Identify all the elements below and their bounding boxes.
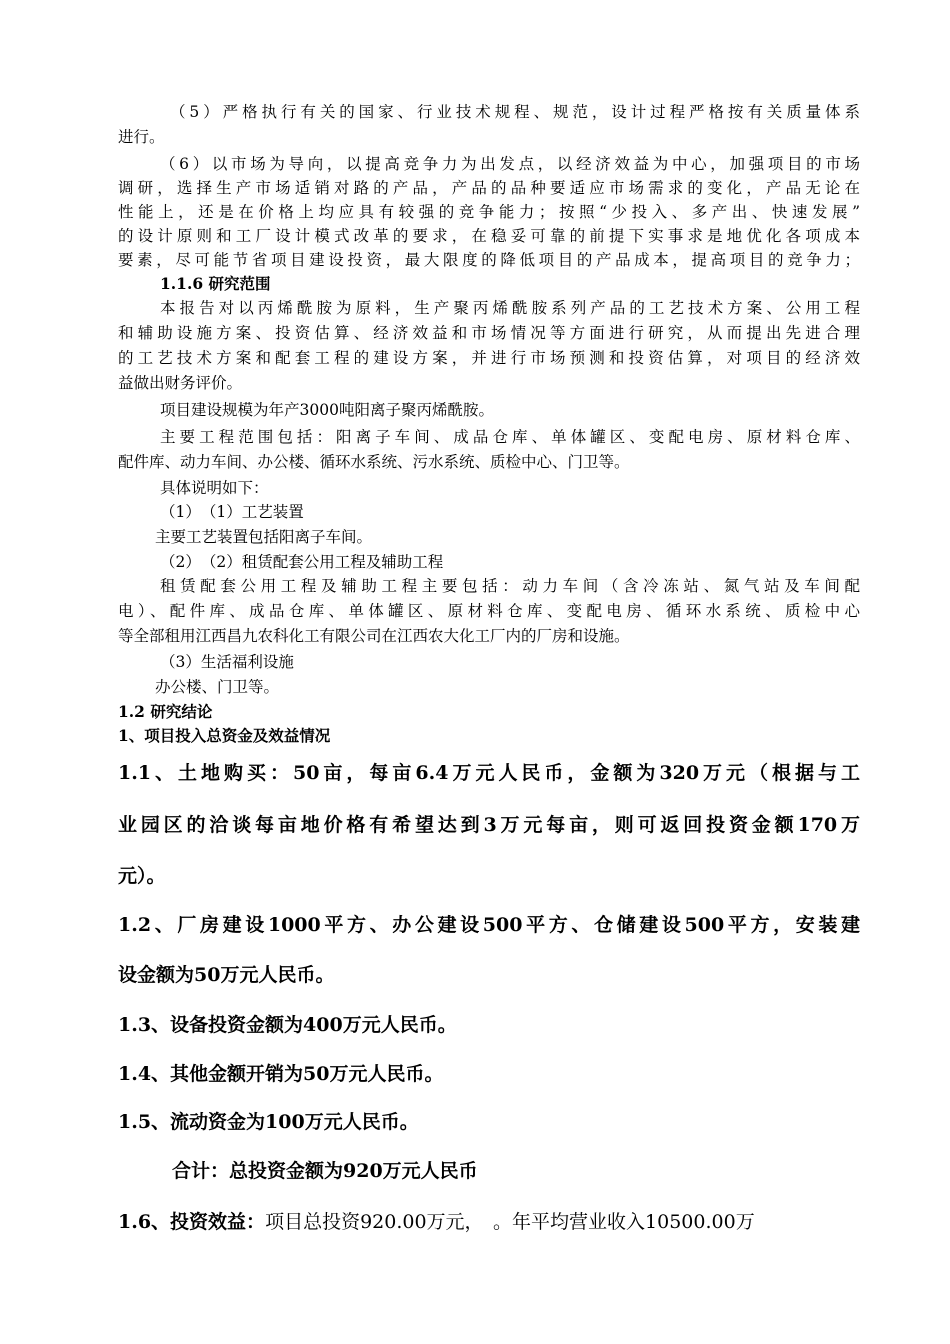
item-1-5: 1.5、流动资金为100万元人民币。 [118, 1111, 419, 1133]
section-2-line-3: 等全部租用江西昌九农科化工有限公司在江西农大化工厂内的厂房和设施。 [118, 627, 630, 645]
para-6-line-4: 的设计原则和工厂设计模式改革的要求，在稳妥可靠的前提下实事求是地优化各项成本 [118, 227, 860, 245]
item-1-6-text: 项目总投资920.00万元， 。年平均营业收入10500.00万 [265, 1211, 755, 1233]
para-scope-line-3: 的工艺技术方案和配套工程的建设方案，并进行市场预测和投资估算，对项目的经济效 [118, 349, 860, 367]
item-1-6-label: 1.6、投资效益： [118, 1211, 266, 1233]
heading-1-2: 1.2 研究结论 [118, 702, 213, 721]
para-capacity: 项目建设规模为年产3000吨阳离子聚丙烯酰胺。 [160, 401, 494, 419]
para-details-intro: 具体说明如下： [160, 479, 269, 497]
item-1-2-line-2: 设金额为50万元人民币。 [118, 964, 335, 986]
section-2-title: （2） （2）租赁配套公用工程及辅助工程 [160, 553, 444, 571]
para-scope-line-4: 益做出财务评价。 [118, 374, 243, 392]
total-investment: 合计：总投资金额为920万元人民币 [172, 1160, 478, 1182]
section-3-title: （3）生活福利设施 [160, 653, 294, 671]
para-6-line-3: 性能上，还是在价格上均应具有较强的竞争能力；按照“少投入、多产出、快速发展” [118, 203, 860, 221]
para-range-line-2: 配件库、动力车间、办公楼、循环水系统、污水系统、质检中心、门卫等。 [118, 453, 630, 471]
item-1-3: 1.3、设备投资金额为400万元人民币。 [118, 1014, 457, 1036]
heading-1-1-6: 1.1.6 研究范围 [160, 274, 271, 293]
para-scope-line-1: 本报告对以丙烯酰胺为原料，生产聚丙烯酰胺系列产品的工艺技术方案、公用工程 [160, 299, 860, 317]
item-1-6 [118, 1207, 860, 1237]
item-1-1-line-2: 业园区的洽谈每亩地价格有希望达到3万元每亩，则可返回投资金额170万 [118, 814, 860, 836]
heading-investment: 1、项目投入总资金及效益情况 [118, 726, 331, 745]
para-6-line-1: （6）以市场为导向，以提高竞争力为出发点，以经济效益为中心，加强项目的市场 [160, 155, 860, 173]
para-6-line-2: 调研，选择生产市场适销对路的产品，产品的品种要适应市场需求的变化，产品无论在 [118, 179, 860, 197]
item-1-4: 1.4、其他金额开销为50万元人民币。 [118, 1063, 444, 1085]
item-1-2-line-1: 1.2、厂房建设1000平方、办公建设500平方、仓储建设500平方，安装建 [118, 914, 860, 936]
para-range-line-1: 主要工程范围包括：阳离子车间、成品仓库、单体罐区、变配电房、原材料仓库、 [160, 428, 860, 446]
para-6-line-5: 要素，尽可能节省项目建设投资，最大限度的降低项目的产品成本，提高项目的竞争力； [118, 251, 860, 269]
section-1-body: 主要工艺装置包括阳离子车间。 [155, 528, 373, 546]
para-5-line-2: 进行。 [118, 128, 165, 146]
section-2-line-1: 租赁配套公用工程及辅助工程主要包括：动力车间（含冷冻站、氮气站及车间配 [160, 577, 860, 595]
item-1-1-line-3: 元）。 [118, 865, 166, 887]
section-1-title: （1） （1）工艺装置 [160, 503, 304, 521]
item-1-1-line-1: 1.1、土地购买：50亩，每亩6.4万元人民币，金额为320万元（根据与工 [118, 762, 860, 784]
para-5-line-1: （5）严格执行有关的国家、行业技术规程、规范，设计过程严格按有关质量体系 [170, 103, 860, 121]
section-2-line-2: 电）、配件库、成品仓库、单体罐区、原材料仓库、变配电房、循环水系统、质检中心 [118, 602, 860, 620]
section-3-body: 办公楼、门卫等。 [155, 678, 280, 696]
para-scope-line-2: 和辅助设施方案、投资估算、经济效益和市场情况等方面进行研究，从而提出先进合理 [118, 324, 860, 342]
